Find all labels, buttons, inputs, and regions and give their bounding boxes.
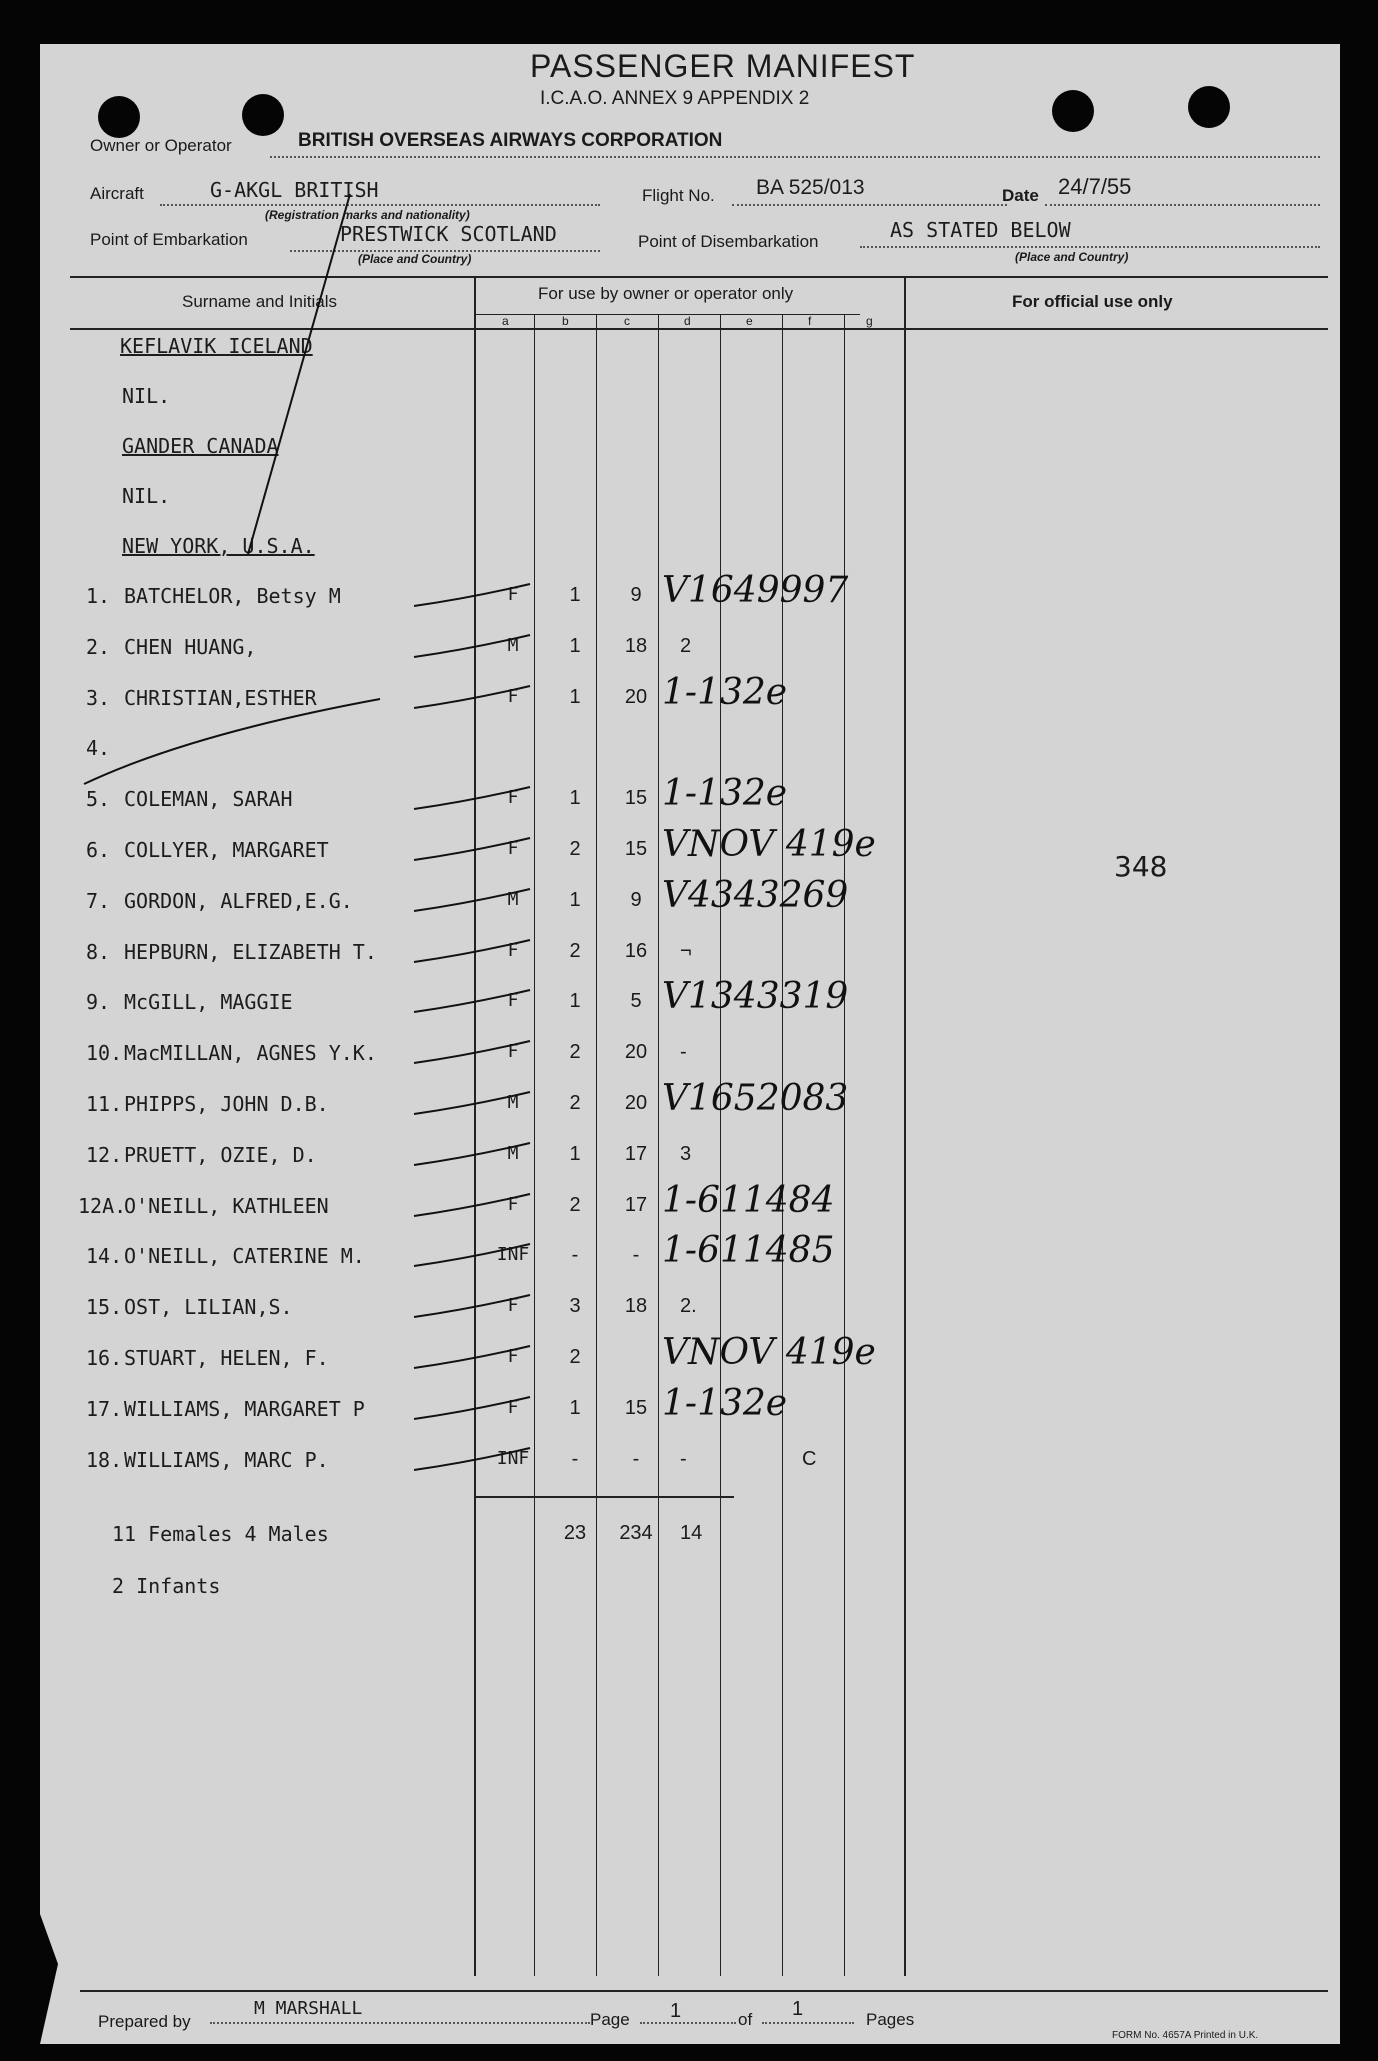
disembark-note: (Place and Country) (1015, 250, 1129, 264)
passenger-col-c: 20 (624, 1041, 648, 1063)
passenger-row (40, 1295, 1340, 1335)
column-letter-a: a (502, 314, 509, 328)
prepared-label: Prepared by (98, 2012, 191, 2031)
passenger-col-b: 1 (569, 1143, 581, 1165)
passenger-handwritten-ref: VNOV 419e (662, 1332, 876, 1373)
flight-label: Flight No. (642, 186, 715, 205)
passenger-col-b: 2 (569, 1041, 581, 1063)
long-pen-stroke (248, 194, 350, 554)
passenger-number: 3. (86, 686, 111, 710)
official-number: 348 (1114, 850, 1168, 883)
manifest-sheet (40, 44, 1340, 2044)
passenger-number: 8. (86, 940, 111, 964)
aircraft-label: Aircraft (90, 184, 144, 203)
aircraft-value: G-AKGL BRITISH (210, 178, 379, 202)
passenger-number: 17. (86, 1397, 123, 1421)
passenger-col-c: - (632, 1448, 640, 1470)
passenger-col-c: 20 (624, 686, 648, 708)
passenger-sex: F (507, 1295, 519, 1316)
date-dotted-line (1045, 204, 1320, 206)
total-d: 14 (680, 1522, 703, 1544)
passenger-col-c: 18 (624, 1295, 648, 1317)
passenger-name: STUART, HELEN, F. (124, 1346, 329, 1370)
embark-note: (Place and Country) (358, 252, 472, 266)
passenger-sex: M (507, 1143, 519, 1164)
passenger-number: 12. (86, 1143, 123, 1167)
place-new-york: NEW YORK, U.S.A. (122, 534, 315, 558)
passenger-name: WILLIAMS, MARGARET P (124, 1397, 365, 1421)
passenger-number: 11. (86, 1092, 123, 1116)
form-subtitle: I.C.A.O. ANNEX 9 APPENDIX 2 (540, 88, 810, 109)
passenger-col-c: 15 (624, 838, 648, 860)
pages-label: Pages (866, 2010, 915, 2029)
check-stroke (410, 1236, 550, 1276)
punch-hole (242, 94, 284, 136)
passenger-col-d: - (680, 1448, 687, 1470)
passenger-handwritten-ref: V1649997 (662, 570, 849, 611)
page-value: 1 (670, 2000, 682, 2022)
passenger-col-b: 3 (569, 1295, 581, 1317)
passenger-sex: M (507, 889, 519, 910)
of-dotted-line (762, 2022, 854, 2024)
passenger-col-c: 9 (630, 889, 642, 911)
check-stroke (410, 779, 550, 819)
passenger-name: BATCHELOR, Betsy M (124, 584, 341, 608)
passenger-col-c: 17 (624, 1194, 648, 1216)
prepared-dotted-line (210, 2022, 590, 2024)
passenger-handwritten-ref: VNOV 419e (662, 824, 876, 865)
totals-label: 11 Females 4 Males (112, 1522, 329, 1546)
passenger-name: COLLYER, MARGARET (124, 838, 329, 862)
passenger-name: CHEN HUANG, (124, 635, 257, 659)
official-use-header: For official use only (1012, 292, 1173, 311)
passenger-col-b: - (571, 1448, 579, 1470)
passenger-handwritten-ref: V4343269 (662, 875, 849, 916)
passenger-col-b: 2 (569, 838, 581, 860)
passenger-number: 2. (86, 635, 111, 659)
date-value: 24/7/55 (1058, 174, 1132, 199)
passenger-handwritten-ref: 1-132e (662, 1383, 788, 1424)
passenger-number: 9. (86, 990, 111, 1014)
passenger-row (40, 1230, 1340, 1284)
passenger-col-d: 2 (680, 635, 692, 657)
passenger-name: PRUETT, OZIE, D. (124, 1143, 317, 1167)
passenger-sex: F (507, 990, 519, 1011)
check-stroke (410, 627, 550, 667)
passenger-row (40, 635, 1340, 675)
check-stroke (410, 881, 550, 921)
passenger-name: McGILL, MAGGIE (124, 990, 293, 1014)
passenger-sex: F (507, 1194, 519, 1215)
passenger-name: GORDON, ALFRED,E.G. (124, 889, 353, 913)
owner-dotted-line (270, 156, 1320, 158)
form-number: FORM No. 4657A Printed in U.K. (1112, 2030, 1259, 2041)
passenger-number: 12A. (78, 1194, 127, 1218)
check-stroke (410, 1186, 550, 1226)
totals-rule (474, 1496, 734, 1498)
passenger-col-c: 17 (624, 1143, 648, 1165)
passenger-col-b: 1 (569, 1397, 581, 1419)
passenger-handwritten-ref: 1-132e (662, 672, 788, 713)
flight-dotted-line (732, 204, 1007, 206)
punch-hole (1188, 86, 1230, 128)
place-keflavik: KEFLAVIK ICELAND (120, 334, 313, 358)
place-nil: NIL. (122, 484, 171, 508)
passenger-row (40, 1332, 1340, 1386)
check-stroke (410, 830, 550, 870)
passenger-row (40, 976, 1340, 1030)
passenger-number: 7. (86, 889, 111, 913)
passenger-handwritten-ref: V1343319 (662, 976, 849, 1017)
passenger-sex: F (507, 584, 519, 605)
punch-hole (98, 96, 140, 138)
passenger-col-d: - (680, 1041, 687, 1063)
passenger-number: 18. (86, 1448, 123, 1472)
passenger-number: 1. (86, 584, 111, 608)
page-dotted-line (640, 2022, 736, 2024)
passenger-name: HEPBURN, ELIZABETH T. (124, 940, 377, 964)
punch-hole (1052, 90, 1094, 132)
passenger-number: 16. (86, 1346, 123, 1370)
passenger-col-f: C (802, 1448, 817, 1470)
passenger-row (40, 875, 1340, 929)
passenger-name: MacMILLAN, AGNES Y.K. (124, 1041, 377, 1065)
place-gander: GANDER CANADA (122, 434, 279, 458)
passenger-col-c: 9 (630, 584, 642, 606)
passenger-row (40, 570, 1340, 624)
check-stroke (410, 1338, 550, 1378)
passenger-row (40, 1078, 1340, 1132)
check-stroke (410, 1135, 550, 1175)
page-label: Page (590, 2010, 630, 2029)
passenger-number: 10. (86, 1041, 123, 1065)
check-stroke (410, 932, 550, 972)
check-stroke (410, 1440, 550, 1480)
passenger-sex: F (507, 686, 519, 707)
check-stroke (410, 982, 550, 1022)
column-letter-g: g (866, 314, 873, 328)
check-stroke (410, 576, 550, 616)
check-stroke (410, 1287, 550, 1327)
table-header-rule (70, 328, 1328, 330)
of-label: of (738, 2010, 753, 2029)
passenger-number: 14. (86, 1244, 123, 1268)
operator-use-header: For use by owner or operator only (538, 284, 794, 303)
passenger-name: COLEMAN, SARAH (124, 787, 293, 811)
disembark-dotted-line (860, 246, 1320, 248)
passenger-name: OST, LILIAN,S. (124, 1295, 293, 1319)
check-stroke (410, 1389, 550, 1429)
surname-column-header: Surname and Initials (182, 292, 337, 311)
passenger-col-b: 1 (569, 990, 581, 1012)
check-stroke (410, 678, 550, 718)
total-b: 23 (563, 1522, 587, 1544)
passenger-sex: INF (496, 1244, 530, 1265)
passenger-col-c: 18 (624, 635, 648, 657)
passenger-col-b: 1 (569, 787, 581, 809)
passenger-sex: M (507, 1092, 519, 1113)
passenger-sex: F (507, 787, 519, 808)
flight-value: BA 525/013 (756, 176, 865, 199)
passenger-number: 4. (86, 736, 111, 760)
column-letter-b: b (562, 314, 569, 328)
passenger-row (40, 1180, 1340, 1234)
passenger-handwritten-ref: V1652083 (662, 1078, 849, 1119)
passenger-col-b: 2 (569, 940, 581, 962)
registration-note: (Registration marks and nationality) (265, 208, 470, 222)
embark-value: PRESTWICK SCOTLAND (340, 222, 557, 246)
corner-fold (40, 1914, 58, 2044)
disembark-value: AS STATED BELOW (890, 218, 1071, 242)
passenger-name: CHRISTIAN,ESTHER (124, 686, 317, 710)
passenger-col-b: 1 (569, 584, 581, 606)
passenger-col-c: 16 (624, 940, 648, 962)
passenger-col-b: 1 (569, 686, 581, 708)
column-letter-d: d (684, 314, 691, 328)
passenger-col-c: - (632, 1244, 640, 1266)
passenger-sex: F (507, 1397, 519, 1418)
date-label: Date (1002, 186, 1039, 205)
form-title: PASSENGER MANIFEST (530, 48, 916, 84)
passenger-sex: F (507, 838, 519, 859)
infants-label: 2 Infants (112, 1574, 221, 1598)
passenger-col-b: - (571, 1244, 579, 1266)
passenger-name: O'NEILL, CATERINE M. (124, 1244, 365, 1268)
disembark-label: Point of Disembarkation (638, 232, 819, 251)
passenger-col-b: 2 (569, 1194, 581, 1216)
passenger-col-c: 15 (624, 787, 648, 809)
footer-rule (80, 1990, 1328, 1992)
column-letter-c: c (624, 314, 630, 328)
passenger-col-c: 15 (624, 1397, 648, 1419)
passenger-row (40, 940, 1340, 980)
passenger-row (40, 1143, 1340, 1183)
passenger-col-d: 2. (680, 1295, 697, 1317)
passenger-col-b: 2 (569, 1092, 581, 1114)
owner-label: Owner or Operator (90, 136, 232, 155)
passenger-row (40, 672, 1340, 726)
passenger-col-b: 1 (569, 889, 581, 911)
passenger-handwritten-ref: 1-132e (662, 773, 788, 814)
aircraft-dotted-line (160, 204, 600, 206)
total-c: 234 (619, 1522, 653, 1544)
table-top-rule (70, 276, 1328, 278)
passenger-sex: M (507, 635, 519, 656)
passenger-name: PHIPPS, JOHN D.B. (124, 1092, 329, 1116)
column-letter-e: e (746, 314, 753, 328)
of-value: 1 (792, 1998, 804, 2020)
passenger-row (40, 1448, 1340, 1488)
passenger-number: 6. (86, 838, 111, 862)
place-nil: NIL. (122, 384, 171, 408)
passenger-handwritten-ref: 1-611484 (662, 1180, 835, 1221)
embark-label: Point of Embarkation (90, 230, 248, 249)
passenger-number: 15. (86, 1295, 123, 1319)
passenger-row (40, 1383, 1340, 1437)
check-stroke (410, 1033, 550, 1073)
passenger-col-b: 1 (569, 635, 581, 657)
prepared-value: M MARSHALL (254, 1998, 363, 2019)
passenger-sex: F (507, 1041, 519, 1062)
passenger-col-c: 5 (630, 990, 642, 1012)
owner-value: BRITISH OVERSEAS AIRWAYS CORPORATION (298, 130, 723, 151)
passenger-col-b: 2 (569, 1346, 581, 1368)
passenger-col-d: ¬ (680, 940, 692, 962)
passenger-sex: F (507, 1346, 519, 1367)
passenger-row (40, 736, 1340, 776)
passenger-number: 5. (86, 787, 111, 811)
passenger-sex: F (507, 940, 519, 961)
passenger-name: WILLIAMS, MARC P. (124, 1448, 329, 1472)
check-stroke (410, 1084, 550, 1124)
column-letter-f: f (808, 314, 812, 328)
passenger-handwritten-ref: 1-611485 (662, 1230, 835, 1271)
passenger-col-c: 20 (624, 1092, 648, 1114)
operator-subheader-rule (474, 314, 860, 315)
passenger-row (40, 1041, 1340, 1081)
passenger-col-d: 3 (680, 1143, 692, 1165)
passenger-sex: INF (496, 1448, 530, 1469)
passenger-row (40, 773, 1340, 827)
passenger-name: O'NEILL, KATHLEEN (124, 1194, 329, 1218)
